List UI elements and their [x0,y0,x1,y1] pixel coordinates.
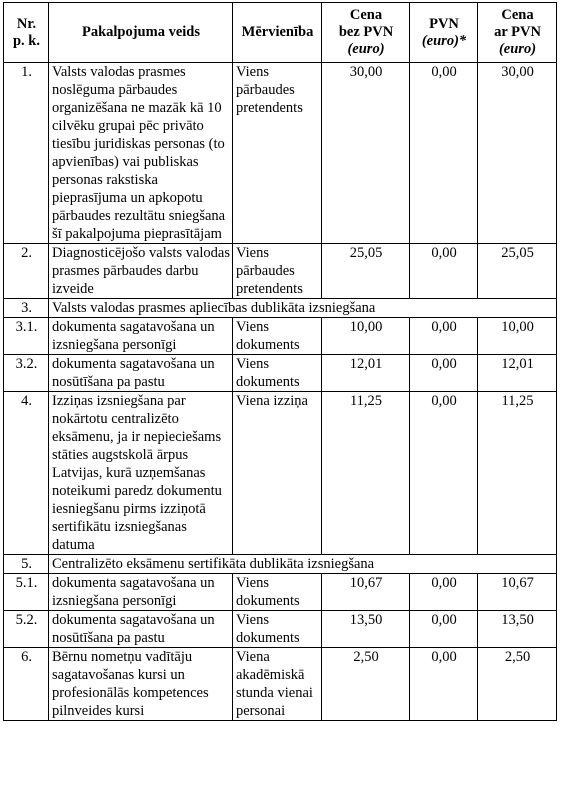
row-total: 2,50 [478,648,557,721]
row-price: 30,00 [322,63,410,244]
table-row [4,648,557,721]
row-section-title: Valsts valodas prasmes apliecības dublikāta izsniegšana [49,299,557,318]
row-number: 6. [4,648,49,721]
table-row [4,574,557,611]
row-vat: 0,00 [410,392,478,555]
row-total: 10,67 [478,574,557,611]
price-table [3,2,557,721]
header-vat-line1: PVN [429,15,459,32]
header-price-with-vat-line1: Cena [501,7,534,23]
row-vat: 0,00 [410,648,478,721]
table-row [4,355,557,392]
row-price: 11,25 [322,392,410,555]
row-unit: Viens pārbaudes pretendents [233,63,322,244]
table-row [4,63,557,244]
row-total: 12,01 [478,355,557,392]
row-service: Valsts valodas prasmes noslēguma pārbaudes organizēšana ne mazāk kā 10 cilvēku grupai pēc privāto tiesību juridiskas personas (to apvienības) vai publiskas personas rakstiska pieprasījuma un apkopotu pārbaudes rezultātu sniegšana šī pakalpojuma pieprasītājam [49,63,233,244]
header-price-with-vat [478,3,557,63]
table-row [4,392,557,555]
table-row-section [4,299,557,318]
row-number: 1. [4,63,49,244]
header-vat [410,3,478,63]
row-number: 5. [4,555,49,574]
row-price: 12,01 [322,355,410,392]
header-unit: Mērvienība [233,3,322,63]
row-service: dokumenta sagatavošana un nosūtīšana pa pastu [49,611,233,648]
row-unit: Viens dokuments [233,574,322,611]
row-number: 3.1. [4,318,49,355]
row-unit: Viens dokuments [233,611,322,648]
row-total: 10,00 [478,318,557,355]
header-row [4,3,557,63]
header-vat-unit: (euro)* [421,32,467,49]
row-number: 3.2. [4,355,49,392]
row-unit: Viens dokuments [233,318,322,355]
row-total: 11,25 [478,392,557,555]
header-service-type: Pakalpojuma veids [49,3,233,63]
row-service: dokumenta sagatavošana un izsniegšana personīgi [49,574,233,611]
header-price-with-vat-unit: (euro) [498,41,537,57]
header-price-without-vat-unit: (euro) [347,41,385,57]
row-number: 2. [4,244,49,299]
row-vat: 0,00 [410,63,478,244]
table-row-section [4,555,557,574]
header-price-without-vat-line1: Cena [349,7,383,23]
row-service: Izziņas izsniegšana par nokārtotu centralizēto eksāmenu, ja ir nepieciešams stāties augstskolā ārpus Latvijas, kurā uzņemšanas noteikumi paredz dokumentu iesniegšanu pirms izziņotā sertifikātu izsniegšanas datuma [49,392,233,555]
header-price-without-vat-line2: bez PVN [338,24,394,40]
row-number: 4. [4,392,49,555]
row-vat: 0,00 [410,318,478,355]
row-price: 10,00 [322,318,410,355]
row-price: 13,50 [322,611,410,648]
row-vat: 0,00 [410,355,478,392]
header-price-with-vat-line2: ar PVN [494,24,541,40]
row-service: dokumenta sagatavošana un nosūtīšana pa pastu [49,355,233,392]
row-section-title: Centralizēto eksāmenu sertifikāta dublikāta izsniegšana [49,555,557,574]
row-number: 5.1. [4,574,49,611]
table-row [4,244,557,299]
row-price: 25,05 [322,244,410,299]
row-vat: 0,00 [410,574,478,611]
row-number: 5.2. [4,611,49,648]
row-total: 30,00 [478,63,557,244]
table-row [4,611,557,648]
row-price: 10,67 [322,574,410,611]
row-unit: Viena izziņa [233,392,322,555]
row-vat: 0,00 [410,244,478,299]
row-vat: 0,00 [410,611,478,648]
row-service: dokumenta sagatavošana un izsniegšana personīgi [49,318,233,355]
table-row [4,318,557,355]
row-unit: Viens pārbaudes pretendents [233,244,322,299]
row-unit: Viens dokuments [233,355,322,392]
row-total: 25,05 [478,244,557,299]
header-nr: Nr. p. k. [4,3,49,63]
row-number: 3. [4,299,49,318]
row-unit: Viena akadēmiskā stunda vienai personai [233,648,322,721]
row-total: 13,50 [478,611,557,648]
header-price-without-vat [322,3,410,63]
row-service: Bērnu nometņu vadītāju sagatavošanas kursi un profesionālās kompetences pilnveides kursi [49,648,233,721]
row-price: 2,50 [322,648,410,721]
row-service: Diagnosticējošo valsts valodas prasmes pārbaudes darbu izveide [49,244,233,299]
